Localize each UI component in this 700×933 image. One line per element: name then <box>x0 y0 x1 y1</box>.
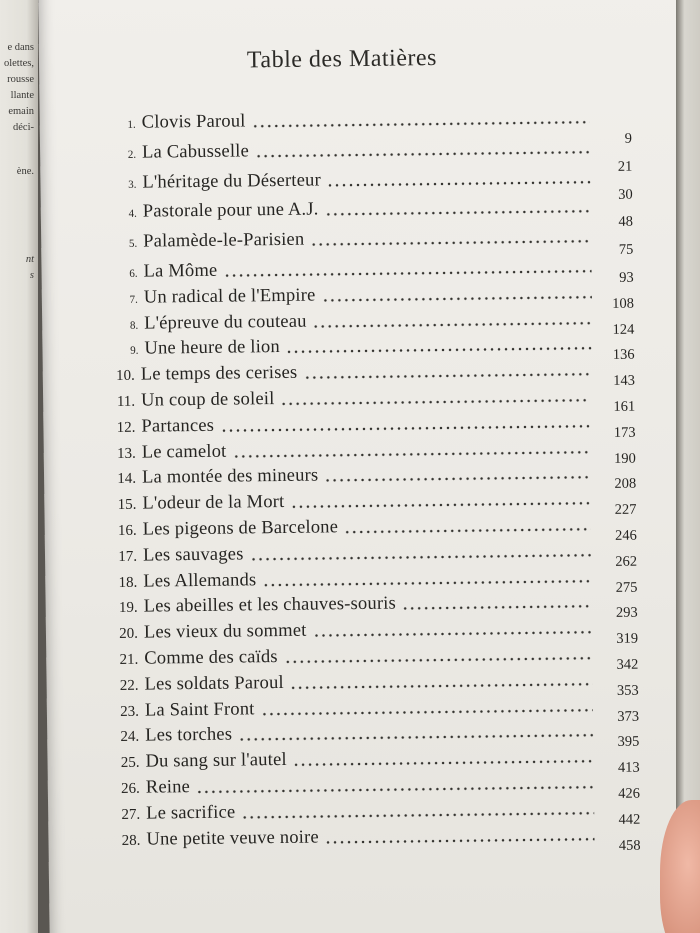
toc-entry <box>102 137 596 165</box>
toc-entry-number: 6. <box>129 267 138 280</box>
toc-entry <box>104 282 598 310</box>
toc-dot-leader <box>220 424 589 433</box>
toc-entry-number: 18. <box>118 574 138 591</box>
toc-entry-title: Reine <box>145 777 191 798</box>
toc-dot-leader <box>241 811 594 819</box>
toc-entry-page-number: 173 <box>613 424 636 441</box>
toc-entry-page-number: 373 <box>617 708 640 725</box>
toc-dot-leader <box>262 579 591 587</box>
toc-entry-number: 27. <box>121 806 141 823</box>
toc-entry-title: Clovis Paroul <box>141 111 246 133</box>
toc-entry-number: 24. <box>120 729 140 746</box>
toc-dot-leader <box>286 347 593 355</box>
toc-entry-title: Les sauvages <box>142 544 244 566</box>
toc-dot-leader <box>293 759 594 767</box>
toc-dot-leader <box>284 656 593 664</box>
facing-text-fragment: llante <box>10 90 34 101</box>
toc-entry-number: 21. <box>119 651 139 668</box>
toc-dot-leader <box>310 239 591 246</box>
toc-entry <box>103 540 597 568</box>
toc-entry-number: 14. <box>117 471 137 488</box>
toc-dot-leader <box>255 150 590 158</box>
toc-entry-page-number: 442 <box>618 811 641 828</box>
toc-entry-title: Les torches <box>145 724 233 747</box>
toc-entry-number: 2. <box>127 148 137 161</box>
toc-entry <box>101 385 595 413</box>
toc-dot-leader <box>281 398 590 406</box>
toc-entry <box>102 107 596 135</box>
toc-entry <box>102 167 596 195</box>
toc-entry-page-number: 262 <box>615 553 638 570</box>
toc-entry-page-number: 136 <box>612 347 635 364</box>
toc-entry-page-number: 458 <box>618 837 641 854</box>
toc-entry <box>103 566 597 594</box>
toc-entry-page-number: 48 <box>618 214 634 231</box>
facing-text-fragment: déci- <box>13 122 34 133</box>
facing-text-fragment: ène. <box>16 166 34 177</box>
toc-entry-page-number: 319 <box>616 630 639 648</box>
toc-entry <box>102 463 596 491</box>
toc-entry-title: Partances <box>141 415 215 437</box>
toc-dot-leader <box>290 682 593 690</box>
toc-entry-page-number: 75 <box>618 241 634 259</box>
toc-entry <box>104 592 598 620</box>
toc-entry-title: Palamède-le-Parisien <box>143 229 305 252</box>
toc-entry-page-number: 342 <box>616 656 639 673</box>
toc-entry <box>105 721 599 749</box>
toc-dot-leader <box>402 605 592 611</box>
toc-entry-number: 16. <box>117 522 137 539</box>
toc-dot-leader <box>196 785 594 794</box>
toc-entry <box>101 359 595 387</box>
toc-dot-leader <box>325 837 595 844</box>
toc-entry-title: La Cabusselle <box>141 141 250 163</box>
toc-entry-page-number: 426 <box>618 785 641 802</box>
facing-text-fragment: nt <box>25 254 34 265</box>
table-of-contents <box>38 0 690 933</box>
toc-entry-page-number: 93 <box>619 269 634 286</box>
toc-entry-page-number: 21 <box>617 158 633 175</box>
toc-entry-number: 9. <box>130 345 139 358</box>
toc-dot-leader <box>250 553 591 561</box>
toc-entry-number: 3. <box>128 178 137 191</box>
page-title: Table des Matières <box>246 45 438 74</box>
toc-entry-number: 1. <box>127 118 136 131</box>
toc-entry <box>105 746 599 774</box>
toc-entry <box>104 643 598 671</box>
toc-entry-number: 26. <box>121 780 140 797</box>
toc-entry-page-number: 30 <box>618 186 633 203</box>
toc-entry-number: 28. <box>121 832 141 849</box>
toc-entry-number: 12. <box>116 419 136 436</box>
toc-entry-page-number: 190 <box>614 450 636 467</box>
toc-dot-leader <box>290 501 590 509</box>
toc-entry-title: Une heure de lion <box>144 337 281 360</box>
facing-text-fragment: emain <box>8 106 34 117</box>
toc-entry <box>106 824 600 852</box>
toc-entry-number: 20. <box>119 625 139 643</box>
toc-entry-number: 7. <box>129 293 138 306</box>
toc-entry-title: L'odeur de la Mort <box>142 492 285 514</box>
toc-entry-page-number: 161 <box>613 398 636 415</box>
toc-entry-title: Un coup de soleil <box>141 389 275 411</box>
toc-entry-number: 19. <box>118 600 138 617</box>
toc-entry-number: 10. <box>115 367 135 385</box>
toc-entry <box>106 772 600 800</box>
facing-text-fragment: s <box>29 270 34 281</box>
toc-entry <box>104 617 598 645</box>
toc-entry-page-number: 275 <box>615 579 638 596</box>
toc-entry-title: La Môme <box>143 260 218 282</box>
toc-entry-title: Le temps des cerises <box>140 362 298 385</box>
toc-entry-page-number: 143 <box>613 372 636 390</box>
toc-entry-title: L'héritage du Déserteur <box>142 170 322 193</box>
toc-entry <box>103 256 597 284</box>
toc-entry-title: Les Allemands <box>143 569 257 592</box>
toc-dot-leader <box>324 476 590 483</box>
toc-entry-number: 13. <box>116 445 136 462</box>
toc-entry <box>103 226 597 254</box>
toc-entry <box>101 411 595 439</box>
facing-page-edge <box>0 0 38 933</box>
toc-entry-title: L'épreuve du couteau <box>144 311 307 334</box>
facing-text-fragment: olettes, <box>3 58 34 69</box>
toc-dot-leader <box>321 295 591 302</box>
toc-entry-number: 22. <box>119 677 139 694</box>
toc-entry <box>105 695 599 723</box>
toc-dot-leader <box>327 180 591 187</box>
toc-entry <box>106 798 600 826</box>
toc-entry <box>102 488 596 516</box>
toc-entry-number: 15. <box>117 496 137 514</box>
book-page <box>38 0 690 933</box>
toc-entry <box>104 669 598 697</box>
toc-entry-number: 5. <box>128 237 138 251</box>
toc-entry-page-number: 413 <box>617 759 640 777</box>
toc-entry-title: La montée des mineurs <box>141 465 319 489</box>
page-stack-edge <box>676 0 700 933</box>
facing-text-fragment: e dans <box>7 42 34 53</box>
toc-entry <box>104 308 598 336</box>
toc-entry-page-number: 227 <box>614 501 637 519</box>
toc-entry-title: Le camelot <box>141 441 227 463</box>
toc-entry-title: Une petite veuve noire <box>146 827 319 850</box>
toc-entry <box>104 333 598 361</box>
toc-entry-page-number: 353 <box>616 682 639 699</box>
toc-dot-leader <box>325 210 591 217</box>
toc-entry-page-number: 208 <box>614 476 637 493</box>
toc-entry-page-number: 395 <box>617 734 640 751</box>
toc-entry-title: Les vieux du sommet <box>143 620 307 643</box>
toc-entry-title: La Saint Front <box>144 698 255 721</box>
toc-entry <box>102 437 596 465</box>
toc-dot-leader <box>238 734 593 742</box>
toc-dot-leader <box>232 450 589 458</box>
toc-dot-leader <box>303 372 588 379</box>
toc-entry-number: 25. <box>120 754 140 772</box>
toc-dot-leader <box>344 527 591 534</box>
toc-dot-leader <box>223 269 591 277</box>
toc-entry-title: Le sacrifice <box>146 802 236 824</box>
toc-entry-title: Comme des caïds <box>144 647 278 669</box>
toc-entry-title: Les soldats Paroul <box>144 672 284 695</box>
toc-dot-leader <box>313 321 593 328</box>
toc-entry-number: 11. <box>116 393 136 410</box>
toc-entry-title: Les pigeons de Barcelone <box>142 517 339 540</box>
toc-entry <box>103 196 597 224</box>
toc-dot-leader <box>313 630 592 637</box>
toc-entry-page-number: 124 <box>612 321 635 338</box>
toc-entry-title: Du sang sur l'autel <box>145 750 287 772</box>
toc-entry-title: Les abeilles et les chauves-souris <box>143 593 397 618</box>
toc-dot-leader <box>261 708 593 716</box>
toc-entry-number: 4. <box>128 208 137 221</box>
toc-entry-number: 8. <box>129 319 139 332</box>
toc-entry-number: 17. <box>118 548 138 565</box>
toc-entry-title: Pastorale pour une A.J. <box>142 199 319 223</box>
toc-entry-page-number: 9 <box>624 130 633 147</box>
toc-entry-number: 23. <box>120 703 140 720</box>
toc-entry-page-number: 108 <box>612 295 635 312</box>
toc-entry-page-number: 246 <box>614 527 637 544</box>
toc-dot-leader <box>252 120 590 128</box>
toc-entry <box>103 514 597 542</box>
facing-text-fragment: rousse <box>7 74 34 85</box>
toc-entry-title: Un radical de l'Empire <box>143 285 316 308</box>
toc-entry-page-number: 293 <box>615 605 638 622</box>
